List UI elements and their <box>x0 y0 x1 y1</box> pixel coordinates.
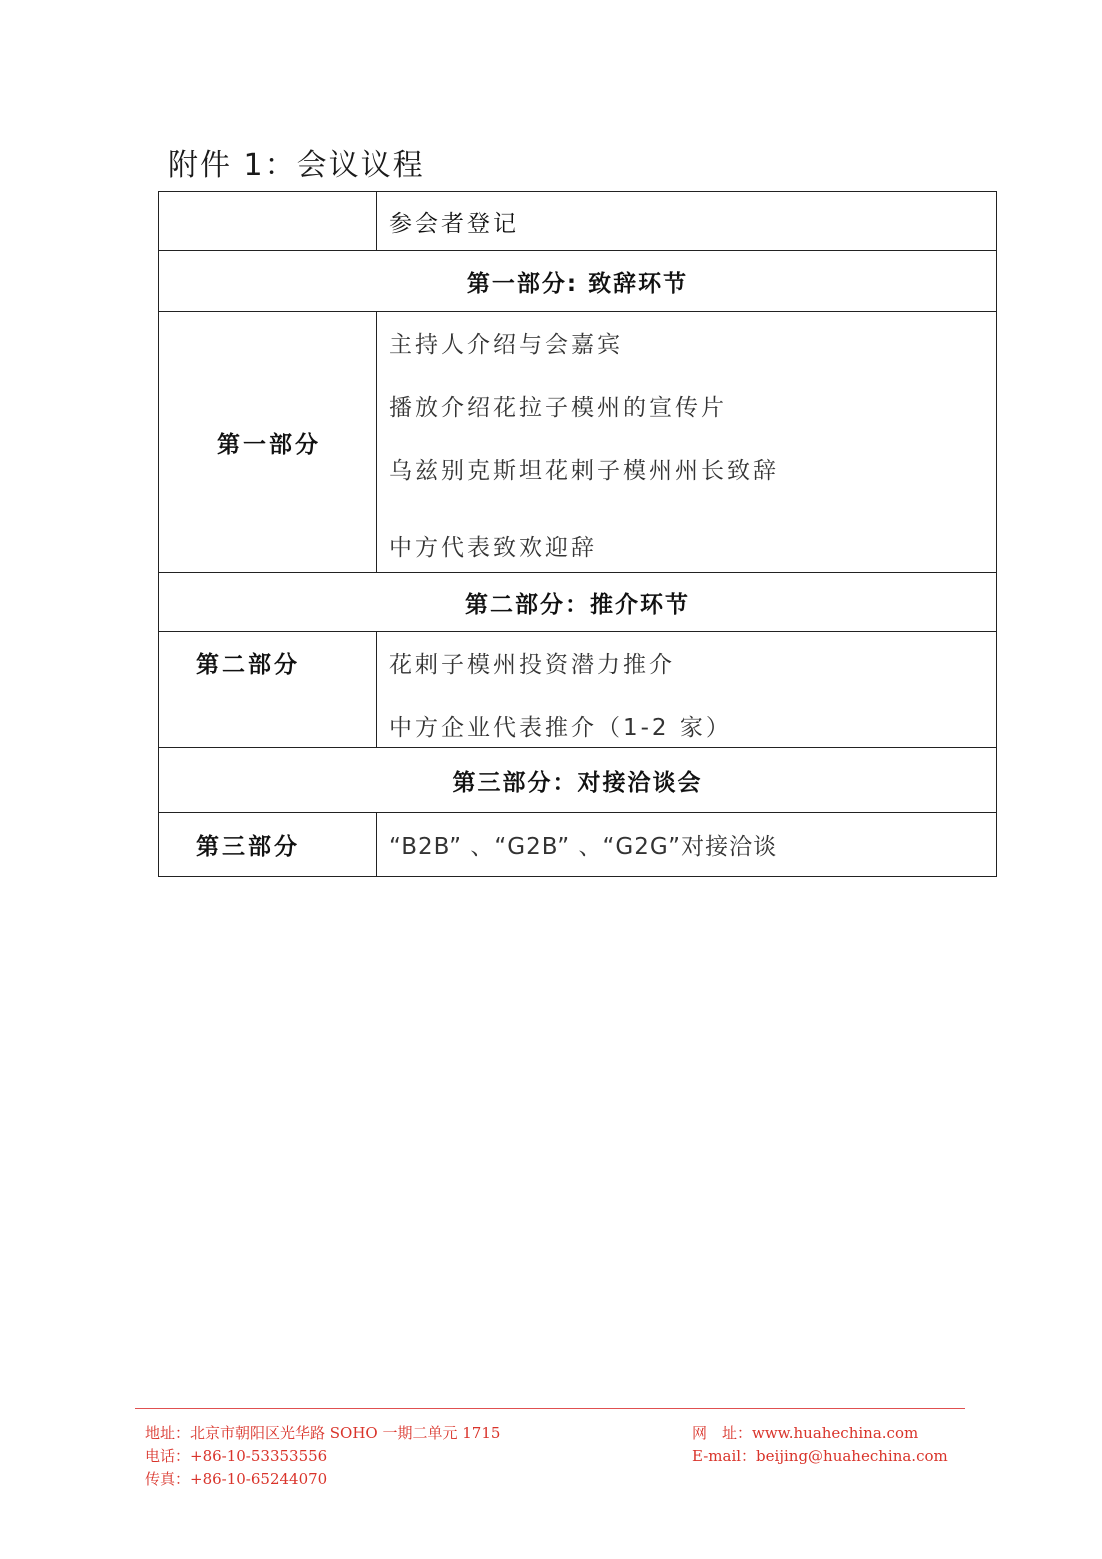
section3-header: 第三部分：对接洽谈会 <box>159 748 997 813</box>
table-row <box>159 251 997 312</box>
list-item: 播放介绍花拉子模州的宣传片 <box>389 395 727 421</box>
list-item: 中方代表致欢迎辞 <box>389 535 597 561</box>
footer-web <box>692 1422 948 1468</box>
footer-divider <box>135 1408 965 1409</box>
registration-text: 参会者登记 <box>389 210 519 237</box>
footer-address: 地址：北京市朝阳区光华路 SOHO 一期二单元 1715 <box>145 1424 501 1442</box>
table-row <box>159 573 997 632</box>
section2-label-cell <box>159 632 377 748</box>
footer-phone: 电话：+86-10-53353556 <box>145 1447 328 1465</box>
table-row <box>159 813 997 877</box>
section2-items-cell <box>377 632 997 748</box>
list-item: 乌兹别克斯坦花剌子模州州长致辞 <box>389 458 779 484</box>
table-row <box>159 748 997 813</box>
registration-cell <box>377 192 997 251</box>
table-row <box>159 192 997 251</box>
section1-header: 第一部分: 致辞环节 <box>159 251 997 312</box>
section2-header: 第二部分：推介环节 <box>159 573 997 632</box>
table-row <box>159 312 997 573</box>
section3-label: 第三部分 <box>196 834 300 860</box>
page-title: 附件 1：会议议程 <box>168 148 425 183</box>
section3-label-cell <box>159 813 377 877</box>
footer-website[interactable]: 网 址：www.huahechina.com <box>692 1424 919 1442</box>
footer-email[interactable]: E-mail：beijing@huahechina.com <box>692 1447 948 1465</box>
list-item: 花剌子模州投资潜力推介 <box>389 652 675 678</box>
agenda-table <box>158 191 997 877</box>
list-item: 主持人介绍与会嘉宾 <box>389 332 623 358</box>
section1-label: 第一部分 <box>217 431 321 458</box>
table-row <box>159 632 997 748</box>
footer-contact <box>145 1422 500 1491</box>
list-item: “B2B” 、“G2B” 、“G2G”对接洽谈 <box>389 834 778 860</box>
section1-items-cell <box>377 312 997 573</box>
section1-label-cell <box>159 312 377 573</box>
footer-fax: 传真：+86-10-65244070 <box>145 1470 328 1488</box>
section3-items-cell <box>377 813 997 877</box>
list-item: 中方企业代表推介（1-2 家） <box>389 715 732 741</box>
empty-cell <box>159 192 377 251</box>
section2-label: 第二部分 <box>196 652 300 678</box>
